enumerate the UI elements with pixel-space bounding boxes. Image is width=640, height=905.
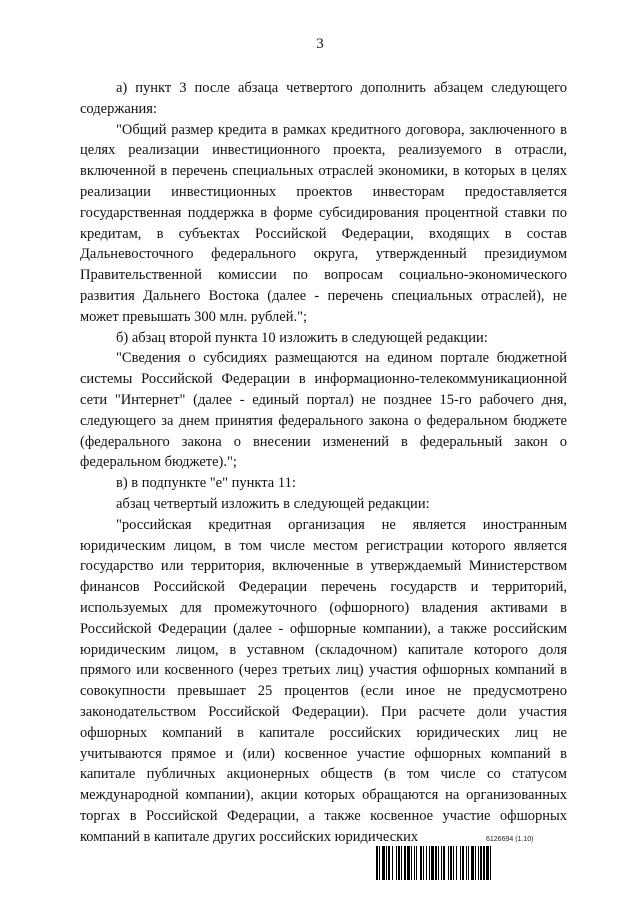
barcode-caption: 6126694 (1.10) xyxy=(486,836,534,843)
paragraph-b: б) абзац второй пункта 10 изложить в следующей редакции: xyxy=(116,329,488,346)
barcode-icon xyxy=(376,846,570,880)
barcode-block xyxy=(376,836,570,882)
paragraph-a: а) пункт 3 после абзаца четвертого дополнить абзацем следующего содержания: xyxy=(80,80,567,117)
page-number: 3 xyxy=(316,36,324,52)
paragraph-credit-quote: "Общий размер кредита в рамках кредитного договора, заключенного в целях реализации инвестиционного проекта, реализуемого в отрасли, включенной в перечень специальных отраслей экономики, в которых в целях реализации инвестиционных проектов инвесторам предоставляется государственная поддержка в форме субсидирования процентной ставки по кредитам, в субъектах Российской Федерации, входящих в состав Дальневосточного федерального округа, утвержденный президиумом Правительственной комиссии по вопросам социально-экономического развития Дальнего Востока (далее - перечень специальных отраслей), не может превышать 300 млн. рублей."; xyxy=(80,121,567,325)
paragraph-v: в) в подпункте "е" пункта 11: xyxy=(116,475,296,492)
document-body xyxy=(80,78,567,847)
paragraph-subsidy-quote: "Сведения о субсидиях размещаются на едином портале бюджетной системы Российской Федерации в информационно-телекоммуникационной сети "Интернет" (далее - единый портал) не позднее 15-го рабочего дня, следующего за днем принятия федерального закона о федеральном бюджете (федерального закона о внесении изменений в федеральный закон о федеральном бюджете)."; xyxy=(80,350,567,471)
paragraph-v-intro: абзац четвертый изложить в следующей редакции: xyxy=(116,495,430,512)
paragraph-offshore-quote: "российская кредитная организация не является иностранным юридическим лицом, в том числе местом регистрации которого является государство или территория, включенные в утверждаемый Министерством финансов Российской Федерации перечень государств и территорий, используемых для промежуточного (офшорного) владения активами в Российской Федерации (далее - офшорные компании), а также российским юридическим лицом, в уставном (складочном) капитале которого доля прямого или косвенного (через третьих лиц) участия офшорных компаний в совокупности превышает 25 процентов (если иное не предусмотрено законодательством Российской Федерации). При расчете доли участия офшорных компаний в капитале российских юридических лиц не учитываются прямое и (или) косвенное участие офшорных компаний в капитале публичных акционерных обществ (в том числе со статусом международной компании), акции которых обращаются на организованных торгах в Российской Федерации, а также косвенное участие офшорных компаний в капитале других российских юридических xyxy=(80,516,567,845)
